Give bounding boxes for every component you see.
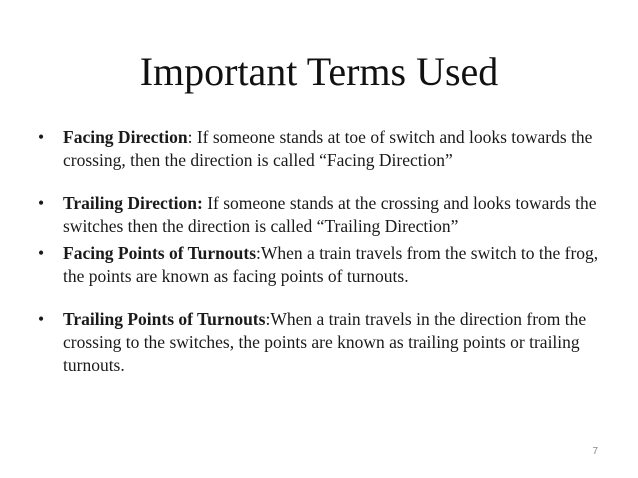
term-label: Facing Points of Turnouts xyxy=(63,243,257,263)
bullet-list xyxy=(38,126,603,377)
bullet-marker: • xyxy=(38,243,45,263)
term-label: Trailing Direction: xyxy=(63,193,203,213)
bullet-trailing-points xyxy=(38,308,603,377)
bullet-marker: • xyxy=(38,193,45,213)
bullet-facing-direction xyxy=(38,126,603,172)
term-definition: : If someone stands at toe of switch and looks towards the crossing, then the direction is called “Facing Direction” xyxy=(63,127,593,170)
bullet-facing-points xyxy=(38,242,603,288)
term-definition: :When a train travels in the direction from the crossing to the switches, the points are known as trailing points or trailing turnouts. xyxy=(63,309,587,375)
bullet-marker: • xyxy=(38,309,45,329)
term-definition: :When a train travels from the switch to the frog, the points are known as facing points of turnouts. xyxy=(63,243,599,286)
slide-title: Important Terms Used xyxy=(139,49,499,94)
term-definition: If someone stands at the crossing and looks towards the switches then the direction is called “Trailing Direction” xyxy=(63,193,597,236)
page-number: 7 xyxy=(592,446,598,457)
term-label: Trailing Points of Turnouts xyxy=(63,309,266,329)
bullet-trailing-direction xyxy=(38,192,603,238)
bullet-marker: • xyxy=(38,127,45,147)
term-label: Facing Direction xyxy=(63,127,188,147)
